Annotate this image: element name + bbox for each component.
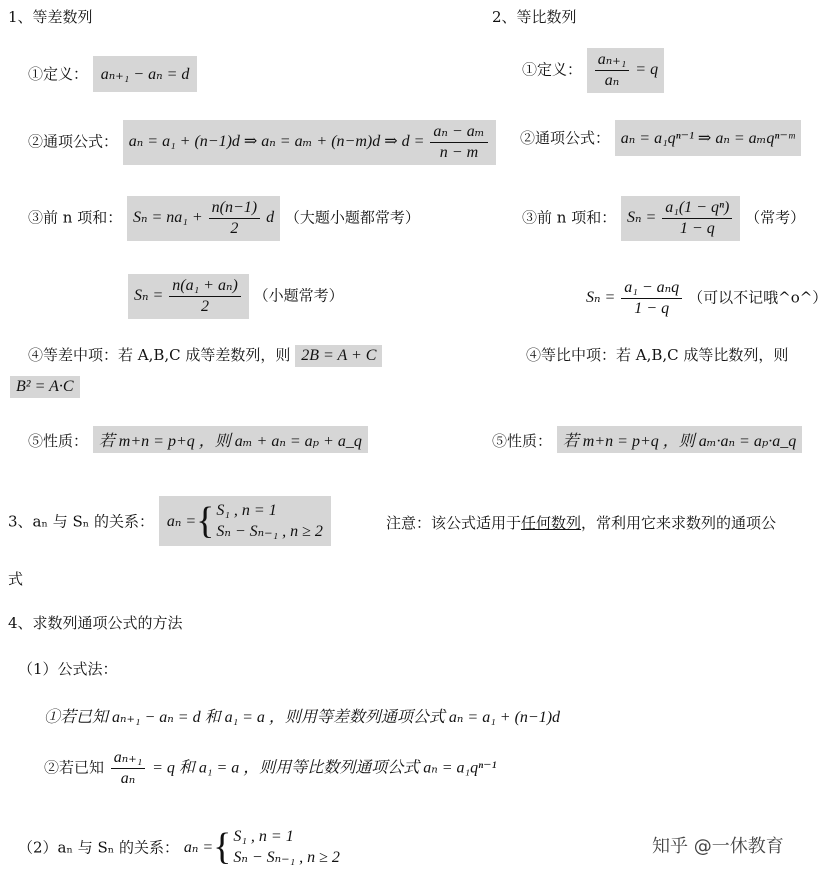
relation-section — [8, 496, 331, 546]
arith-heading: 1、等差数列 — [8, 8, 93, 26]
methods-item2 — [44, 748, 496, 789]
arith-gen-fraction — [430, 122, 487, 163]
geo-sum-2 — [586, 278, 827, 319]
methods-sub2-row-1: S₁ , n = 1 — [233, 828, 294, 845]
arith-def-formula: aₙ₊₁ − aₙ = d — [93, 56, 198, 92]
geo-property — [492, 426, 802, 453]
geo-gen-formula: aₙ = a₁qⁿ⁻¹ ⇒ aₙ = aₘqⁿ⁻ᵐ — [615, 120, 801, 156]
geo-sum2-note: （可以不记哦^o^） — [688, 288, 828, 307]
arith-property — [28, 426, 368, 453]
arith-middle-term — [28, 344, 382, 367]
relation-note-underlined: 任何数列 — [521, 514, 582, 532]
geo-def-fraction — [595, 50, 630, 91]
geo-sum2-formula — [586, 279, 688, 317]
arith-prop-formula: 若 m+n = p+q ，则 aₘ + aₙ = aₚ + a_q — [93, 426, 368, 453]
arith-sum2-num: n(a₁ + aₙ) — [169, 276, 241, 297]
geo-mid-formula: B² = A·C — [10, 376, 80, 398]
arith-definition — [28, 56, 197, 92]
geo-sum1-num: a₁(1 − qⁿ) — [662, 198, 732, 219]
geo-mid-text: ④等比中项：若 A,B,C 成等比数列，则 — [526, 346, 789, 364]
methods-heading: 4、求数列通项公式的方法 — [8, 614, 183, 632]
geo-sum2-lhs: Sₙ = — [586, 289, 616, 307]
methods-sub2-cases — [233, 826, 340, 868]
geo-def-den: aₙ — [604, 72, 620, 89]
relation-row-1: S₁ , n = 1 — [216, 502, 277, 519]
geo-sum2-den: 1 − q — [634, 300, 670, 317]
methods-sub2-lhs: aₙ = — [183, 839, 214, 856]
geo-sum1-note: （常考） — [745, 208, 806, 227]
relation-lhs: aₙ = — [166, 513, 197, 530]
relation-note-post: ，常利用它来求数列的通项公 — [581, 514, 777, 532]
methods-item1: ①若已知 aₙ₊₁ − aₙ = d 和 a₁ = a ，则用等差数列通项公式 aₙ = a₁ + (n−1)d — [44, 709, 561, 726]
relation-label: 3、aₙ 与 Sₙ 的关系： — [8, 512, 155, 531]
left-brace-icon: { — [196, 500, 215, 542]
arith-sum2-formula — [128, 274, 249, 319]
geo-sum2-fraction — [621, 278, 682, 319]
geo-middle-term-wrap — [10, 376, 80, 398]
methods-sub2-formula — [184, 826, 340, 868]
methods-sub2-row-2: Sₙ − Sₙ₋₁ , n ≥ 2 — [233, 849, 340, 866]
arith-sum-1 — [28, 196, 420, 241]
methods-item2-num: aₙ₊₁ — [111, 748, 146, 769]
arith-sum-2 — [128, 274, 344, 319]
geo-sum-label: ③前 n 项和： — [522, 208, 617, 227]
relation-note — [386, 512, 776, 533]
arith-sum1-tail: d — [266, 209, 275, 227]
geo-definition — [522, 48, 664, 93]
arith-sum1-formula — [127, 196, 280, 241]
relation-note-wrap: 式 — [8, 570, 24, 588]
arith-gen-frac-den: n − m — [439, 144, 479, 161]
arith-sum1-lhs: Sₙ = na₁ + — [132, 209, 203, 227]
relation-row-2: Sₙ − Sₙ₋₁ , n ≥ 2 — [216, 523, 323, 540]
geo-sum1-lhs: Sₙ = — [626, 209, 657, 227]
arith-sum1-num: n(n−1) — [209, 198, 260, 219]
arith-gen-label: ②通项公式： — [28, 132, 119, 151]
geo-sum1-den: 1 − q — [679, 220, 715, 237]
relation-formula — [159, 496, 331, 546]
arith-sum1-fraction — [209, 198, 260, 239]
arith-gen-frac-num: aₙ − aₘ — [430, 122, 487, 143]
methods-item2-post: = q 和 a₁ = a ，则用等比数列通项公式 aₙ = a₁qⁿ⁻¹ — [152, 759, 497, 777]
arith-sum-label: ③前 n 项和： — [28, 208, 123, 227]
arith-sum2-lhs: Sₙ = — [134, 287, 164, 305]
methods-item2-pre: ②若已知 — [44, 758, 105, 777]
geo-def-num: aₙ₊₁ — [595, 50, 630, 71]
arith-mid-text: ④等差中项：若 A,B,C 成等差数列，则 — [28, 346, 291, 364]
geo-middle-term — [526, 344, 788, 365]
relation-note-pre: 注意：该公式适用于 — [386, 514, 522, 532]
relation-cases — [216, 500, 323, 542]
geo-def-formula — [587, 48, 664, 93]
geo-sum1-fraction — [662, 198, 732, 239]
arith-sum2-fraction — [169, 276, 241, 317]
geo-sum2-num: a₁ − aₙq — [621, 278, 682, 299]
left-brace-icon: { — [213, 826, 232, 868]
arith-gen-formula — [123, 120, 496, 165]
methods-item2-fraction — [111, 748, 146, 789]
arith-sum1-den: 2 — [230, 220, 239, 237]
geo-sum-1 — [522, 196, 805, 241]
arith-mid-formula: 2B = A + C — [295, 345, 382, 367]
geo-general-term — [520, 120, 801, 156]
geo-gen-label: ②通项公式： — [520, 129, 611, 147]
arith-general-term — [28, 120, 496, 165]
geo-prop-formula: 若 m+n = p+q ，则 aₘ·aₙ = aₚ·a_q — [557, 426, 802, 453]
arith-prop-label: ⑤性质： — [28, 432, 89, 450]
arith-sum2-note: （小题常考） — [253, 286, 344, 305]
arith-sum2-den: 2 — [201, 298, 210, 315]
arith-def-label: ①定义： — [28, 65, 89, 83]
geo-sum1-formula — [621, 196, 740, 241]
watermark: 知乎 @一休教育 — [652, 836, 784, 857]
methods-sub2 — [18, 826, 340, 868]
arith-gen-formula-main: aₙ = a₁ + (n−1)d ⇒ aₙ = aₘ + (n−m)d ⇒ d = — [128, 133, 425, 151]
methods-sub1: （1）公式法： — [18, 660, 118, 678]
methods-sub2-label: （2）aₙ 与 Sₙ 的关系： — [18, 838, 180, 857]
arith-sum1-note: （大题小题都常考） — [284, 208, 420, 227]
methods-item2-den: aₙ — [120, 770, 136, 787]
geo-heading: 2、等比数列 — [492, 8, 577, 26]
geo-prop-label: ⑤性质： — [492, 432, 553, 450]
geo-def-tail: = q — [635, 61, 659, 79]
geo-def-label: ①定义： — [522, 60, 583, 79]
